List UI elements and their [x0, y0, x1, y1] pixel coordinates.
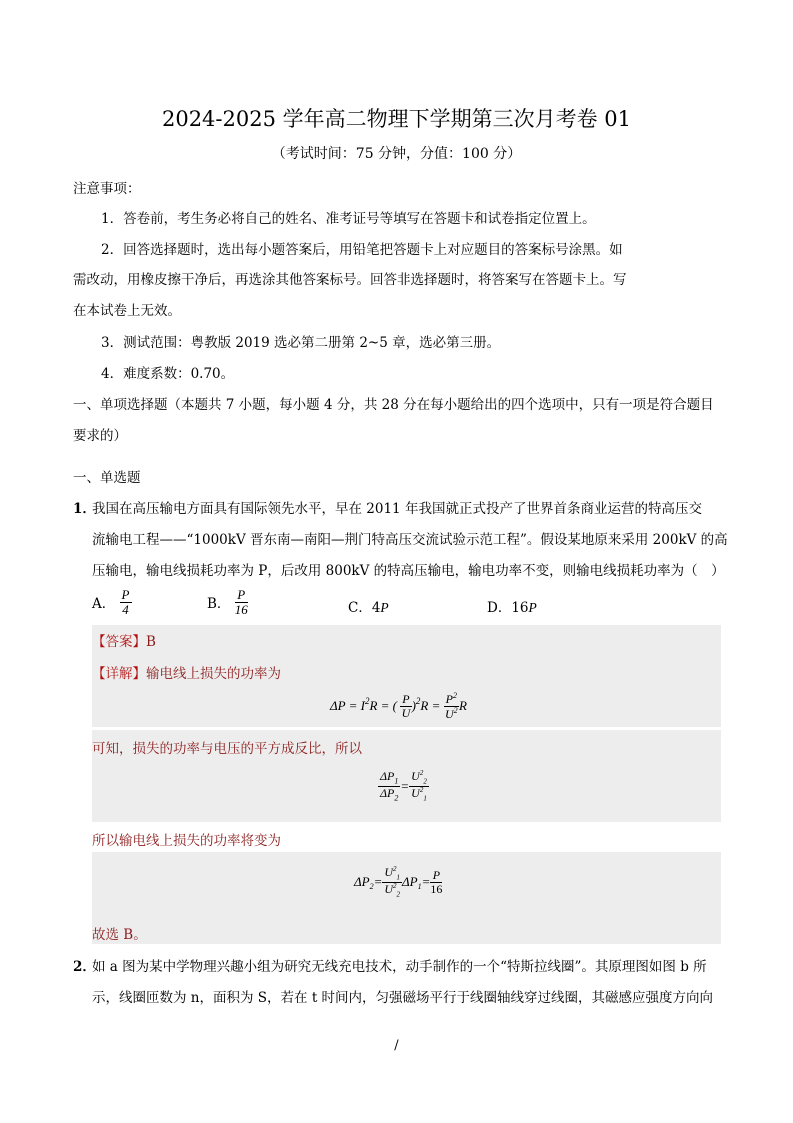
eq1-fraction-2 [444, 692, 459, 720]
question-1-line-1: 我国在高压输电方面具有国际领先水平，早在 2011 年我国就正式投产了世界首条商业运营的特高压交 [92, 501, 702, 517]
section-subheading: 一、单选题 [73, 470, 141, 486]
page-number: / [394, 1038, 399, 1053]
eq1-frac-num: P [402, 692, 410, 706]
equation-1 [330, 692, 467, 720]
eq3-frac-num-sub: 1 [396, 873, 401, 882]
eq3-frac-den-base: U [384, 881, 394, 896]
section-heading-line-1: 一、单项选择题（本题共 7 小题，每小题 4 分，共 28 分在每小题给出的四个选项中，只有一项是符合题目 [73, 397, 714, 413]
option-b-label: B． [207, 596, 231, 613]
question-2-line-2: 示，线圈匝数为 n，面积为 S，若在 t 时间内，匀强磁场平行于线圈轴线穿过线圈，其磁感应强度方向向 [92, 990, 714, 1006]
eq2-left-den-base: ΔP [380, 785, 395, 800]
option-d [487, 596, 537, 616]
eq1-tail: R [458, 698, 467, 714]
option-c-variable: P [380, 600, 389, 615]
option-a-fraction [120, 588, 132, 616]
eq1-frac2-den-sup: 2 [453, 705, 458, 715]
exam-title: 2024-2025 学年高二物理下学期第三次月考卷 01 [161, 107, 632, 131]
eq1-r: R = ( [369, 698, 397, 714]
eq1-frac2-num-base: P [445, 692, 453, 706]
question-2-line-1: 如 a 图为某中学物理兴趣小组为研究无线充电技术，动手制作的一个“特斯拉线圈”。其原理图如图 b 所 [92, 959, 707, 975]
eq3-frac-num-sup: 2 [393, 865, 397, 873]
option-b-fraction [235, 588, 248, 616]
eq3-result-den: 16 [430, 881, 443, 896]
eq3-mid: ΔP [402, 874, 418, 890]
option-b-denominator: 16 [234, 601, 248, 617]
question-1-number: 1． [73, 501, 96, 517]
option-b-numerator: P [235, 588, 248, 603]
eq2-right-num [409, 770, 429, 787]
answer-line [92, 630, 156, 650]
eq2-left-den-sub: 2 [394, 793, 399, 803]
exam-subtitle: （考试时间：75 分钟，分值：100 分） [271, 146, 522, 162]
eq3-equals: = [373, 874, 383, 890]
notes-item-2-line-3: 在本试卷上无效。 [73, 303, 181, 319]
notes-item-2-line-2: 需改动，用橡皮擦干净后，再选涂其他答案标号。回答非选择题时，将答案写在答题卡上。写 [73, 272, 627, 288]
option-c-label: C．4 [348, 600, 381, 616]
eq3-frac-den-sup: 2 [393, 881, 397, 890]
eq2-right-den-sup: 2 [419, 785, 424, 794]
notes-heading: 注意事项： [73, 181, 141, 197]
option-a-denominator: 4 [122, 601, 129, 617]
eq3-mid-sub: 1 [417, 881, 422, 891]
notes-item-3: 3．测试范围：粤教版 2019 选必第二册第 2~5 章，选必第三册。 [101, 335, 501, 351]
eq3-fraction [382, 866, 402, 898]
answer-text-2: 可知，损失的功率与电压的平方成反比，所以 [92, 741, 362, 757]
detail-tag: 【详解】 [92, 666, 146, 682]
eq2-left-num [378, 770, 400, 787]
eq2-equals: = [400, 778, 410, 794]
option-d-variable: P [528, 600, 537, 615]
option-a-numerator: P [121, 587, 130, 602]
eq3-lhs: ΔP [354, 874, 370, 890]
answer-text-3: 所以输电线上损失的功率将变为 [92, 833, 281, 849]
eq3-frac-den-sub: 2 [396, 890, 401, 899]
equation-3 [354, 866, 442, 898]
option-a [92, 588, 132, 616]
eq1-frac2-den-base: U [444, 706, 454, 721]
eq2-right-den [409, 787, 429, 803]
eq1-frac2-num-sup: 2 [452, 691, 457, 700]
option-a-label: A． [92, 596, 116, 613]
eq2-left-num-base: ΔP [380, 769, 395, 783]
eq2-left-fraction [378, 770, 400, 803]
notes-item-2-line-1: 2．回答选择题时，选出每小题答案后，用铅笔把答题卡上对应题目的答案标号涂黑。如 [101, 242, 623, 258]
eq2-right-num-sub: 2 [423, 777, 427, 786]
equation-2 [378, 770, 429, 803]
eq1-frac2-num [444, 692, 459, 707]
eq3-equals-2: = [421, 874, 431, 890]
eq2-right-num-sup: 2 [419, 769, 424, 778]
detail-text: 输电线上损失的功率为 [146, 666, 281, 682]
answer-tag: 【答案】 [92, 634, 146, 650]
eq3-frac-num [382, 866, 402, 883]
eq3-result-fraction [430, 869, 442, 895]
option-d-label: D．16 [487, 600, 529, 616]
eq2-right-den-base: U [411, 785, 420, 800]
eq3-lhs-sub: 2 [369, 881, 374, 891]
option-c [348, 596, 389, 616]
eq2-right-num-base: U [411, 769, 420, 784]
eq1-frac2-den [444, 707, 459, 721]
eq1-fraction [400, 693, 411, 719]
detail-line [92, 662, 281, 682]
eq2-left-num-sub: 1 [394, 776, 399, 786]
eq3-frac-num-base: U [384, 865, 394, 879]
notes-item-1: 1．答卷前，考生务必将自己的姓名、准考证号等填写在答题卡和试卷指定位置上。 [101, 211, 596, 227]
eq1-r2: R = [420, 698, 441, 714]
eq1-close: ) [411, 698, 416, 714]
question-1-line-2: 流输电工程——“1000kV 晋东南—南阳—荆门特高压交流试验示范工程”。假设某地原来采用 200kV 的高 [92, 532, 728, 548]
eq1-lhs: ΔP = I [330, 698, 365, 714]
eq3-frac-den [382, 883, 402, 899]
eq1-frac-den: U [401, 705, 411, 720]
eq2-left-den [378, 787, 400, 803]
eq2-right-fraction [409, 770, 429, 802]
question-2-number: 2． [73, 959, 96, 975]
eq1-sup-2: 2 [415, 695, 421, 706]
section-heading-line-2: 要求的） [73, 428, 127, 444]
option-b [207, 588, 248, 616]
eq2-right-den-sub: 1 [423, 794, 427, 803]
question-1-line-3: 压输电，输电线损耗功率为 P，后改用 800kV 的特高压输电，输电功率不变，则输电线损耗功率为（ ） [92, 563, 725, 579]
eq3-result-num: P [430, 869, 442, 883]
answer-value: B [146, 634, 156, 650]
eq1-sup: 2 [364, 695, 370, 706]
answer-conclusion: 故选 B。 [92, 927, 147, 943]
notes-item-4: 4．难度系数：0.70。 [101, 366, 235, 382]
